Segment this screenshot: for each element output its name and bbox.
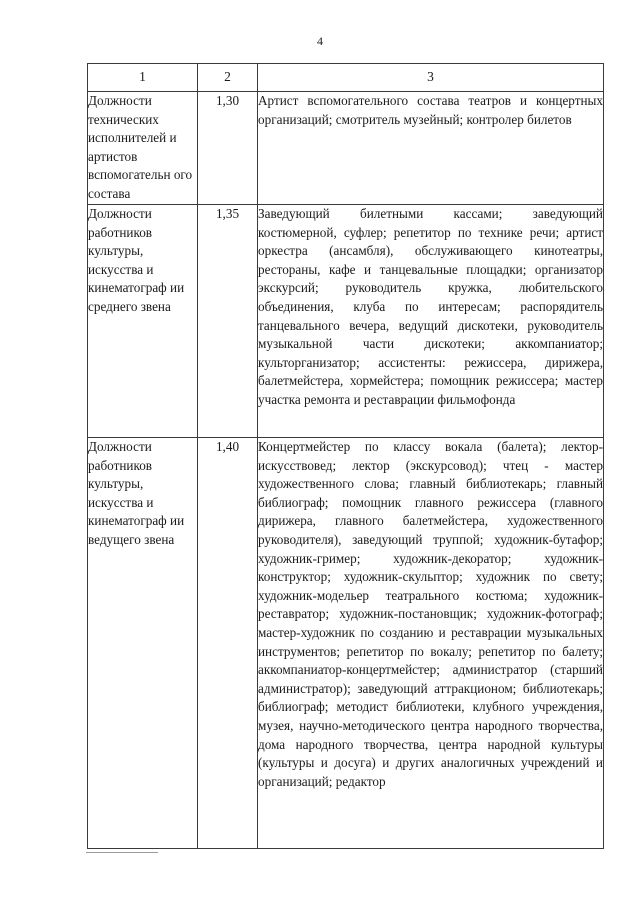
page-number: 4 — [317, 34, 323, 48]
category-cell — [88, 438, 198, 849]
positions-table — [87, 63, 604, 849]
category-text: Должности технических исполнителей и артистов вспомогательн ого состава — [88, 93, 193, 201]
header-col-1: 1 — [88, 64, 198, 92]
header-col-3: 3 — [258, 64, 604, 92]
header-col-2: 2 — [198, 64, 258, 92]
footer-divider — [86, 852, 158, 853]
table-row — [88, 438, 604, 849]
category-text: Должности работников культуры, искусства и кинематограф ии ведущего звена — [88, 439, 185, 547]
category-cell — [88, 205, 198, 438]
table-row — [88, 92, 604, 205]
positions-cell — [258, 92, 604, 205]
positions-cell — [258, 438, 604, 849]
category-cell — [88, 92, 198, 205]
positions-text: Концертмейстер по классу вокала (балета); лектор-искусствовед; лектор (экскурсовод); чтец - мастер художественного слова; главный библиотекарь; главный библиограф; помощник главного режиссера (главного дирижера, главного балетмейстера, художественного руководителя), заведующий труппой; художник-бутафор; художник-гример; художник-декоратор; художник-конструктор; художник-скульптор; художник по свету; художник-модельер театрального костюма; художник-реставратор; художник-постановщик; художник-фотограф; мастер-художник по созданию и реставрации музыкальных инструментов; репетитор по вокалу; репетитор по балету; аккомпаниатор-концертмейстер; администратор (старший администратор); заведующий аттракционом; библиотекарь; библиограф; методист библиотеки, клубного учреждения, музея, научно-методического центра народного творчества, дома народного творчества, центра народной культуры (культуры и досуга) и других аналогичных учреждений и организаций; редактор — [258, 439, 603, 789]
positions-text: Артист вспомогательного состава театров и концертных организаций; смотритель музейный; контролер билетов — [258, 93, 603, 127]
table-row — [88, 205, 604, 438]
positions-cell — [258, 205, 604, 438]
table-header-row — [88, 64, 604, 92]
coefficient-cell: 1,35 — [198, 205, 258, 438]
positions-text: Заведующий билетными кассами; заведующий костюмерной, суфлер; репетитор по технике речи; артист оркестра (ансамбля), обслуживающего кинотеатры, рестораны, кафе и танцевальные площадки; организатор экскурсий; руководитель кружка, любительского объединения, клуба по интересам; распорядитель танцевального вечера, ведущий дискотеки, руководитель музыкальной части дискотеки; аккомпаниатор; культорганизатор; ассистенты: режиссера, дирижера, балетмейстера, хормейстера; помощник режиссера; мастер участка ремонта и реставрации фильмофонда — [258, 206, 603, 407]
coefficient-cell: 1,30 — [198, 92, 258, 205]
category-text: Должности работников культуры, искусства и кинематограф ии среднего звена — [88, 206, 185, 314]
coefficient-cell: 1,40 — [198, 438, 258, 849]
